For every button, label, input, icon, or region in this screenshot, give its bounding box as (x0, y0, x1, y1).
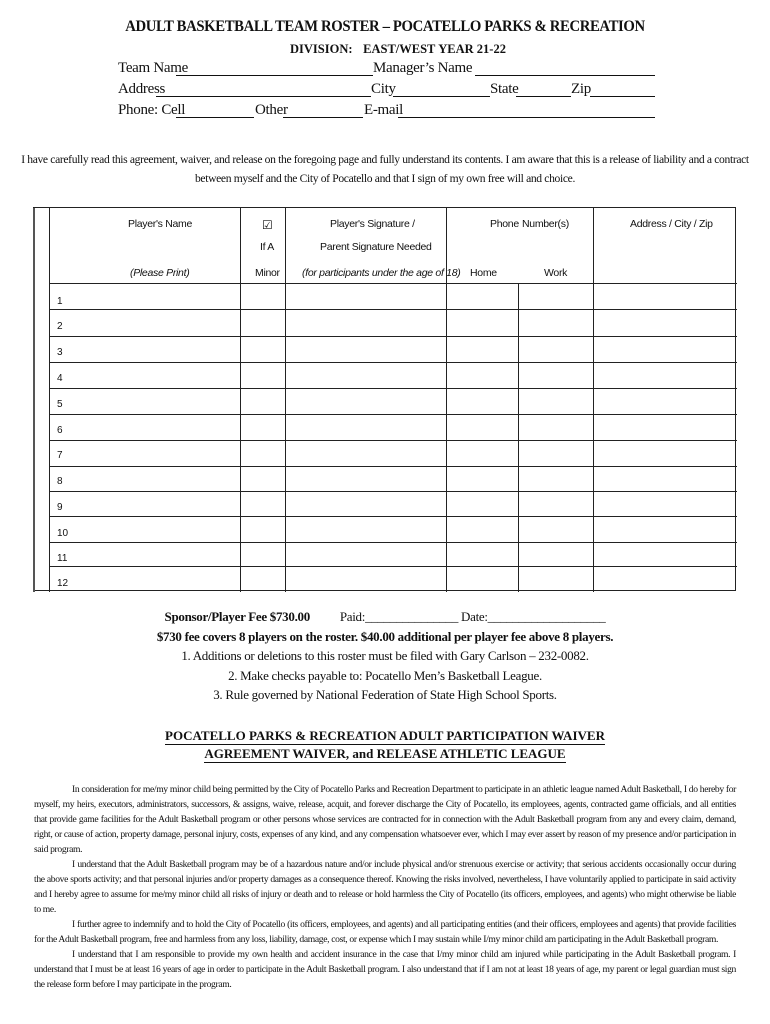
waiver-paragraph: I understand that the Adult Basketball program may be of a hazardous nature and/or include physical and/or strenuous exercise or activity; that serious accidents occasionally occur during the above sports activity; and that personal injuries and/or property damages as a consequence thereof. Knowing the risks involved, nevertheless, I have voluntarily applied to participate in said activity and I hereby agree to assume for me/my minor child all risks of injury or death and to release or hold harmless the City of Pocatello (its officers, employees, and agents) who might otherwise be liable to me. (34, 859, 736, 915)
row-number: 5 (57, 399, 63, 410)
team-info-form (118, 60, 658, 123)
address-field[interactable] (156, 81, 371, 97)
header-work: Work (544, 267, 568, 279)
email-label: E-mail (364, 102, 404, 118)
email-field[interactable] (398, 102, 655, 118)
row-divider (50, 362, 737, 363)
team-name-label: Team Name (118, 60, 188, 76)
row-number: 9 (57, 502, 63, 513)
row-number: 6 (57, 425, 63, 436)
waiver-paragraph: I understand that I am responsible to provide my own health and accident insurance in the case that I/my minor child am injured while participating in the Adult Basketball program. I understand that I must be at least 16 years of age in order to participate in the Adult Basketball program. I also understand that if I am not at least 18 years of age, my parent or legal guardian must sign the release form before I may participate in the program. (34, 949, 736, 990)
row-number: 10 (57, 528, 69, 539)
manager-name-field[interactable] (475, 60, 655, 76)
fee-line (0, 607, 770, 627)
waiver-body (34, 782, 736, 992)
phone-row (118, 102, 658, 123)
division-label: DIVISION: (290, 42, 353, 56)
row-number: 2 (57, 321, 63, 332)
row-number: 3 (57, 347, 63, 358)
other-phone-label: Other (255, 102, 288, 118)
fee-section (0, 607, 770, 705)
header-player-name: Player's Name (128, 218, 193, 230)
row-divider (50, 440, 737, 441)
table-left-border (33, 208, 35, 592)
header-signature: Player's Signature / (330, 218, 415, 230)
rule-item-1: 1. Additions or deletions to this roster must be filed with Gary Carlson – 232-0082. (181, 648, 589, 663)
row-number: 4 (57, 373, 63, 384)
header-home: Home (470, 267, 497, 279)
row-number: 11 (57, 553, 68, 564)
header-phone: Phone (490, 218, 519, 230)
col-divider (240, 208, 241, 592)
row-number: 8 (57, 476, 63, 487)
row-divider (50, 466, 737, 467)
row-divider (50, 566, 737, 567)
row-divider (50, 516, 737, 517)
header-please-print: (Please Print) (130, 267, 190, 279)
zip-field[interactable] (590, 81, 655, 97)
address-label: Address (118, 81, 166, 97)
zip-label: Zip (571, 81, 591, 97)
year-label: YEAR 21-22 (438, 42, 506, 56)
city-field[interactable] (393, 81, 490, 97)
row-number: 1 (57, 296, 63, 307)
state-field[interactable] (516, 81, 571, 97)
header-minor: Minor (255, 267, 280, 279)
header-if-a: If A (260, 241, 274, 253)
waiver-paragraph: I further agree to indemnify and to hold the City of Pocatello (its officers, employees, and agents) and all participating entities (and their officers, employees and agents) that provide facilities for the Adult Basketball program, free and harmless from any loss, liability, damage, cost, or expense which I may sustain while I/my minor child am participating in the Adult Basketball program. (34, 919, 736, 945)
phone-cell-field[interactable] (176, 102, 254, 118)
row-divider (50, 309, 737, 310)
fee-coverage: $730 fee covers 8 players on the roster. $40.00 additional per player fee above 8 players. (156, 628, 614, 644)
row-number: 12 (57, 578, 69, 589)
waiver-heading (0, 727, 770, 763)
row-divider (50, 542, 737, 543)
checkbox-icon: ☑ (262, 218, 273, 232)
col-divider (285, 208, 286, 592)
agreement-statement: I have carefully read this agreement, waiver, and release on the foregoing page and fully understand its contents. I am aware that this is a release of liability and a contract between myself and the City of Pocatello and that I sign of my own free will and choice. (21, 153, 749, 185)
col-divider (518, 283, 519, 592)
other-phone-field[interactable] (283, 102, 363, 118)
rule-item-2: 2. Make checks payable to: Pocatello Men’s Basketball League. (228, 667, 542, 683)
state-label: State (490, 81, 519, 97)
waiver-title-line-2: AGREEMENT WAIVER, and RELEASE ATHLETIC LEAGUE (204, 746, 566, 761)
city-label: City (371, 81, 396, 97)
division-line (290, 42, 506, 57)
team-row (118, 60, 658, 81)
col-divider (446, 208, 447, 592)
roster-grid (49, 208, 737, 592)
header-parent-signature: Parent Signature Needed (320, 241, 432, 253)
col-divider (593, 208, 594, 592)
division-value: EAST/WEST (363, 42, 436, 56)
roster-table (33, 207, 736, 591)
row-divider (50, 283, 737, 284)
address-row (118, 81, 658, 102)
page-title: ADULT BASKETBALL TEAM ROSTER – POCATELLO PARKS & RECREATION (125, 18, 645, 35)
header-address: Address / City / Zip (630, 218, 713, 230)
row-divider (50, 414, 737, 415)
waiver-paragraph: In consideration for me/my minor child being permitted by the City of Pocatello Parks and Recreation Department to participate in an athletic league named Adult Basketball, I do hereby for myself, my heirs, executors, administrators, successors, & assigns, waive, release, acquit, and forever discharge the City of Pocatello, its employees, agents, contracted game officials, and all entities that provide game facilities for the Adult Basketball program or other persons whose services are contracted for in connection with the Adult Basketball program from any and every claim, demand, right, or cause of action, property damage, personal injury, costs, expenses of any kind, and any compensation whatsoever ever, which I may ever assert by reason of my presence and/or participation in said program. (34, 784, 736, 855)
waiver-title-line-1: POCATELLO PARKS & RECREATION ADULT PARTICIPATION WAIVER (165, 728, 605, 743)
row-divider (50, 388, 737, 389)
header-numbers: Number(s) (522, 218, 569, 230)
row-divider (50, 336, 737, 337)
row-divider (50, 491, 737, 492)
phone-cell-label: Phone: Cell (118, 102, 186, 118)
row-number: 7 (57, 450, 63, 461)
paid-date-line: Paid:_______________ Date:___________________ (339, 609, 606, 624)
manager-name-label: Manager’s Name (373, 60, 473, 76)
sponsor-fee: Sponsor/Player Fee $730.00 (164, 609, 310, 624)
rule-item-3: 3. Rule governed by National Federation of State High School Sports. (213, 687, 557, 702)
header-under-18: (for participants under the age of 18) (302, 267, 461, 279)
team-name-field[interactable] (176, 60, 373, 76)
